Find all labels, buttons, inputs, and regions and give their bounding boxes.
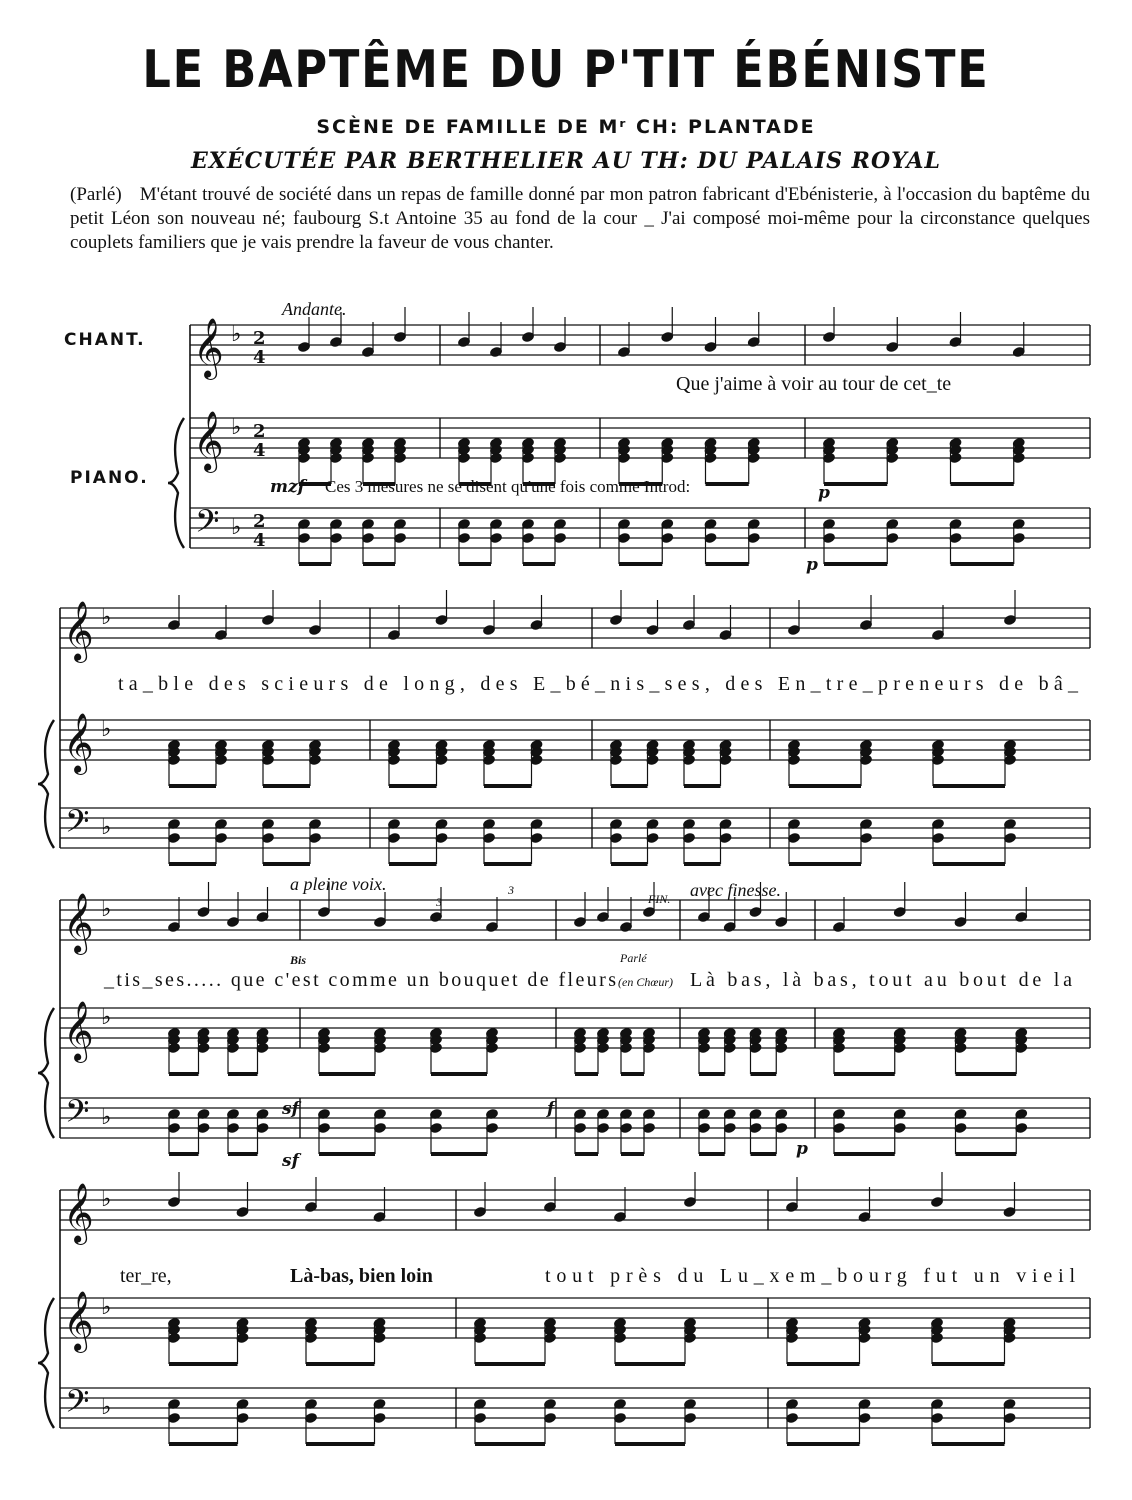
parle-marking: Parlé bbox=[620, 951, 647, 965]
bass-clef: 𝄢 bbox=[65, 1093, 90, 1137]
flat-key-signature: ♭ bbox=[231, 415, 242, 440]
lyrics-system2: ta_ble des scieurs de long, des E_bé_nis_ses, des En_tre_preneurs de bâ_ bbox=[118, 673, 1078, 695]
lyrics-system4b: Là-bas, bien loin bbox=[290, 1265, 433, 1287]
time-signature-bottom: 4 bbox=[253, 530, 266, 551]
bass-dynamic-p: p bbox=[806, 555, 818, 575]
fin-marking: FIN. bbox=[648, 892, 671, 906]
bass-clef: 𝄢 bbox=[65, 803, 90, 847]
flat-key-signature: ♭ bbox=[101, 897, 112, 922]
flat-key-signature: ♭ bbox=[101, 815, 112, 840]
flat-key-signature: ♭ bbox=[231, 515, 242, 540]
flat-key-signature: ♭ bbox=[101, 605, 112, 630]
lyrics-system4c: tout près du Lu_xem_bourg fut un vieil bbox=[545, 1265, 1075, 1287]
spoken-label: (Parlé) bbox=[70, 184, 122, 205]
piano-brace bbox=[38, 720, 54, 848]
a-pleine-voix: a pleine voix. bbox=[290, 874, 387, 894]
lyrics-system3a: _tis_ses..... que c'est comme un bouquet de fleurs bbox=[104, 969, 616, 991]
treble-clef: 𝄞 bbox=[63, 893, 94, 953]
intro-note: Ces 3 mesures ne se disent qu'une fois comme Introd: bbox=[325, 477, 691, 496]
time-signature-top: 2 bbox=[253, 421, 266, 442]
avec-finesse: avec finesse. bbox=[690, 880, 781, 900]
voice-label: CHANT. bbox=[64, 330, 146, 350]
flat-key-signature: ♭ bbox=[231, 322, 242, 347]
piano-label: PIANO. bbox=[70, 468, 149, 488]
flat-key-signature: ♭ bbox=[101, 1005, 112, 1030]
tempo-marking: Andante. bbox=[282, 299, 347, 319]
treble-clef: 𝄞 bbox=[63, 1001, 94, 1061]
piano-brace bbox=[38, 1298, 54, 1428]
spoken-text: M'étant trouvé de société dans un repas de famille donné par mon patron fabricant d'Ebénisterie, à l'occasion du baptême du petit Léon son nouveau né; faubourg S.t Antoine 35 au fond de la cour _ J'ai composé moi-même pour la circonstance quelques couplets familiers que je vais prendre la faveur de vous chanter. bbox=[70, 184, 1090, 253]
flat-key-signature: ♭ bbox=[101, 717, 112, 742]
intro-dynamic: mzf bbox=[270, 477, 305, 497]
lyrics-system4a: ter_re, bbox=[120, 1265, 172, 1287]
bass-clef: 𝄢 bbox=[195, 503, 220, 547]
treble-clef: 𝄞 bbox=[63, 1183, 94, 1243]
time-signature-bottom: 4 bbox=[253, 347, 266, 368]
p-system3: p bbox=[796, 1139, 808, 1159]
flat-key-signature: ♭ bbox=[101, 1105, 112, 1130]
time-signature-top: 2 bbox=[253, 511, 266, 532]
performer-line: EXÉCUTÉE PAR BERTHELIER AU TH: DU PALAIS ROYAL bbox=[191, 148, 941, 174]
piano-brace bbox=[38, 1008, 54, 1138]
flat-key-signature: ♭ bbox=[101, 1295, 112, 1320]
time-signature-bottom: 4 bbox=[253, 440, 266, 461]
piano-brace bbox=[168, 418, 184, 548]
sf-lower: sf bbox=[282, 1151, 299, 1171]
sf-upper: sf bbox=[282, 1099, 299, 1119]
treble-clef: 𝄞 bbox=[193, 411, 224, 471]
treble-clef: 𝄞 bbox=[193, 318, 224, 378]
forte-marking: f bbox=[547, 1099, 555, 1119]
lyrics-system3b: Là bas, là bas, tout au bout de la bbox=[690, 969, 1072, 991]
time-signature-top: 2 bbox=[253, 328, 266, 349]
treble-clef: 𝄞 bbox=[63, 601, 94, 661]
bass-clef: 𝄢 bbox=[65, 1383, 90, 1427]
treble-clef: 𝄞 bbox=[63, 713, 94, 773]
triplet-marking-2: 3 bbox=[508, 883, 514, 897]
triplet-marking-1: 3 bbox=[436, 895, 442, 909]
treble-clef: 𝄞 bbox=[63, 1291, 94, 1351]
en-choeur: (en Chœur) bbox=[618, 975, 673, 989]
piano-dynamic-p: p bbox=[818, 483, 830, 503]
bis-marking: Bis bbox=[290, 953, 307, 967]
flat-key-signature: ♭ bbox=[101, 1187, 112, 1212]
song-title: LE BAPTÊME DU P'TIT ÉBÉNISTE bbox=[142, 40, 990, 100]
flat-key-signature: ♭ bbox=[101, 1395, 112, 1420]
lyrics-system1: Que j'aime à voir au tour de cet_te bbox=[676, 373, 952, 395]
composer-line: SCÈNE DE FAMILLE DE Mʳ CH: PLANTADE bbox=[316, 116, 816, 138]
